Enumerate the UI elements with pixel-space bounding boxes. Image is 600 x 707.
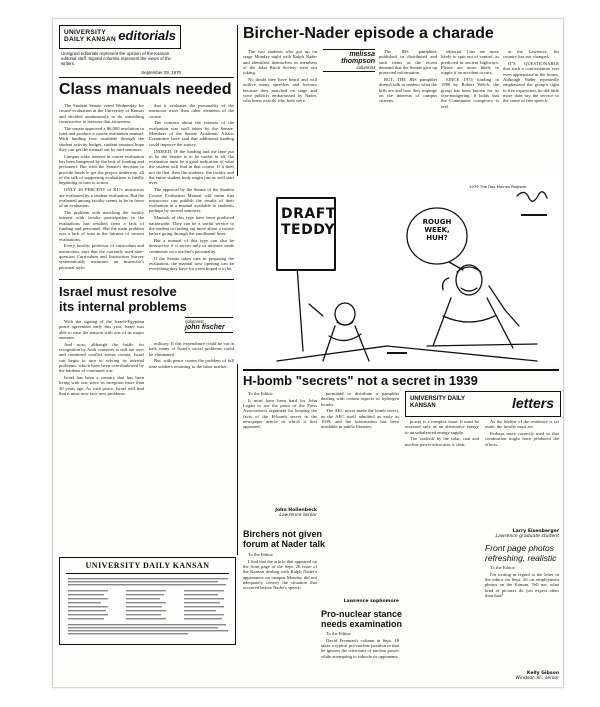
hbomb-headline: H-bomb "secrets" not a secret in 1939 (243, 373, 478, 388)
editorial-policy: Unsigned editorials represent the opinion of the Kansan editorial staff. Signed columns represent the views of the writers. (61, 51, 171, 67)
cartoon-speech-bubble: ROUGH WEEK, HUH? (422, 218, 452, 242)
nuclear-letter-headline: Pro-nuclear stance needs examination (321, 609, 403, 629)
hbomb-body-col1: To the Editor: It must have been hard for John Logan to see the point of the Press Association's argument for keeping the facts of the H-bomb secret in the newspaper article in which it first appeared. (243, 391, 317, 430)
column-body-col2: The JBS pamphlet, published in distributed and such items as the recent demand that the Senate give up protected information. BUT, THE JBS pamphlet doesn't talk to readers what the bills are and how they impinge on the interests of campus citizens. (379, 49, 437, 104)
column-headline: Bircher-Nader episode a charade (243, 25, 494, 42)
staff-box-title: UNIVERSITY DAILY KANSAN (85, 561, 210, 570)
issue-date: September 29, 1970 (141, 70, 181, 75)
column-byline: melissa thompson columnist (323, 49, 375, 72)
editorial-body-col2: that it evaluates the personality of the instructor more than other elements of the course. The concern about the fairness of the evaluation was well taken by the Senate. Members of the Senate Academic Affairs Committee have said that additional funding could improve the survey. INDEED, IF the funding and the time put in by the Senate is to be useful to all, the evaluation must be a good indication of what the student will find in that course. If it does not do that, then the students, the faculty and the entire student body might just as well start over. The approval by the Senate of the Student Course Evaluation Manual will mean that instructors can publish the results of their evaluation in a manual available to students, perhaps by second semester. Manuals of this type have been produced nationwide. They can be a useful service to the student in finding out more about a course before going through the enrollment lines. But a manual of this type can also be destructive if it serves only to reiterate snide comments on a teacher's personality. If the Senate takes care in preparing the evaluation, the manual now opening can be everything they have for years hoped it to be. (149, 103, 234, 272)
photos-letter-body: To the Editor: I'm writing in regard to the letter in the editor on Sept. 26 on employment photos on the Kansan. Tell me, what kind of pictures do you expect other than that? (485, 565, 559, 599)
column-body-col3: editorial. Cars are more likely to spin out of control, as predicted in ancient highways. Please are more likely to topple if an accident occurs. SINCE 1974 funding in 1980 by Robert Welch, the group has been known for its fear-mongering. It holds that the Communist conspiracy is real. (441, 49, 499, 109)
section-title: editorials (118, 28, 176, 43)
hbomb-body-col2: permitted to distribute a pamphlet dealing with certain aspects of hydrogen bombs. The AEC never made the bomb secret, as the AEC itself admitted as early as 1939, and the information has been available in public libraries. (321, 391, 399, 430)
editorial-body-col1: The Student Senate voted Wednesday for course evaluation at the University of Kansas and decided unanimously to do something constructive to increase that awareness. The senate approved a $6,000 resolution to fund and produce a course evaluation manual. With funding now available through the student activity budget, student senators hope they can get the manual out by mid-semester. Campus-wide, interest in course evaluation has been hampered by the lack of funding and personnel. But with the Senate's decision to provide funds to get the project underway, all of the talk of supporting evaluations is finally beginning to turn to action. ONLY 40 PERCENT of KU's instructors are evaluated by a student evaluation. But the evaluated among faculty seems to be in favor of an evaluation. The problem with matching the faculty interest with faculty participation in the evaluations has resulted from a lack of funding and personnel. But the main problem was a lack of trust in the fairness of current evaluations. Every faculty, professor of curriculum and instruction, says that the currently used nine-question Curriculum and Instruction Survey systematically measures an instructor's personal style. (59, 103, 144, 270)
israel-byline: columnist john fischer (185, 317, 233, 333)
hbomb-signature: John Hollenbeck Lawrence senior (275, 508, 317, 518)
letters-body-col2: As the lifeline of the residence is set aside, the faculty must act. Perhaps more correctly used so that combustion might have produced the effects. (485, 419, 559, 447)
letters-masthead: UNIVERSITY DAILY KANSAN letters (405, 391, 561, 417)
nuclear-letter-signature: Lawrence sophomore (343, 599, 399, 604)
column-body-col1: The two students who got up on stage Monday night with Ralph Nader and identified themselves as members of the John Birch Society were not joking. No doubt they have heard and will outlive many speeches and lectures because they marched on stage and were publicly embarrassed by Nader, who knew exactly who both were. (243, 49, 317, 104)
publication-name: UNIVERSITY DAILY KANSAN (64, 29, 116, 43)
photos-letter-headline: Front page photos refreshing, realistic (485, 543, 557, 563)
israel-body-col1: With the signing of the Israeli-Egyptian peace agreement early this year, Israel was able to ease the tension with one of its major enemies. And now, although the battle for recognition by Arab countries is still not over and continued conflict seems certain, Israel can begin to turn to solving its internal problems, which have been overshadowed by the burdens of continued war. Israel has been a country that has been living with war since its inception more than 30 years ago. As with peace, Israel will find that it must now face new problems. (59, 319, 144, 397)
editorial-cartoon (237, 176, 559, 364)
column-body-col4: at the Lawrence, his country has not changed. IT'S QUESTIONABLE that such a confrontation was even appropriate at the forum. Although Nader repeatedly emphasized the group's right to free expression, he did little more than say the service to the cause of free speech. (503, 49, 559, 104)
cartoon-drawing (237, 176, 559, 364)
divider (59, 279, 234, 280)
newspaper-page (52, 18, 564, 688)
nuclear-letter-body: To the Editor: David Freeman's column in Sept. 18 takes a typical pro-nuclear position in that he ignores the criticisms of nuclear power while attempting to ridicule its opponents. (321, 631, 399, 659)
cartoon-credit: 1979 The Des Moines Register (469, 184, 527, 189)
editorials-masthead (59, 25, 181, 49)
divider (243, 369, 559, 371)
israel-headline: Israel must resolve its internal problems (59, 284, 187, 314)
letters-body-col1: power is a complex issue. It must be assessed only as an alternative energy to an unbalanced energy supply. The 'outlook' by the solar, coal and nuclear power advocates is clear. (405, 419, 479, 447)
divider (66, 573, 229, 574)
divider (59, 77, 234, 78)
israel-body-col2: military. If this expenditure could be cut in half, many of Israel's social problems could be eliminated. But, with peace comes the problem of full time soldiers returning to the labor market. (149, 341, 234, 369)
editorial-headline: Class manuals needed (59, 81, 232, 98)
staff-listing (60, 576, 235, 642)
birchers-letter-headline: Birchers not given forum at Nader talk (243, 529, 326, 549)
photos-letter-signature: Kelly Gibson Windsor, Ill., senior (515, 671, 559, 681)
staff-box (59, 557, 236, 645)
birchers-letter-body: To the Editor: I find that the article that appeared on the front page of the Sept. 26 issue of the Kansan dealing with Ralph Nader's appearance on campus Monday did not adequately convey the situation that occurred before Nader's speech. (243, 552, 317, 591)
letters-signature: Larry Eisenberger Lawrence graduate student (495, 529, 559, 539)
cartoon-sign-text: DRAFT TEDDY (281, 206, 336, 238)
